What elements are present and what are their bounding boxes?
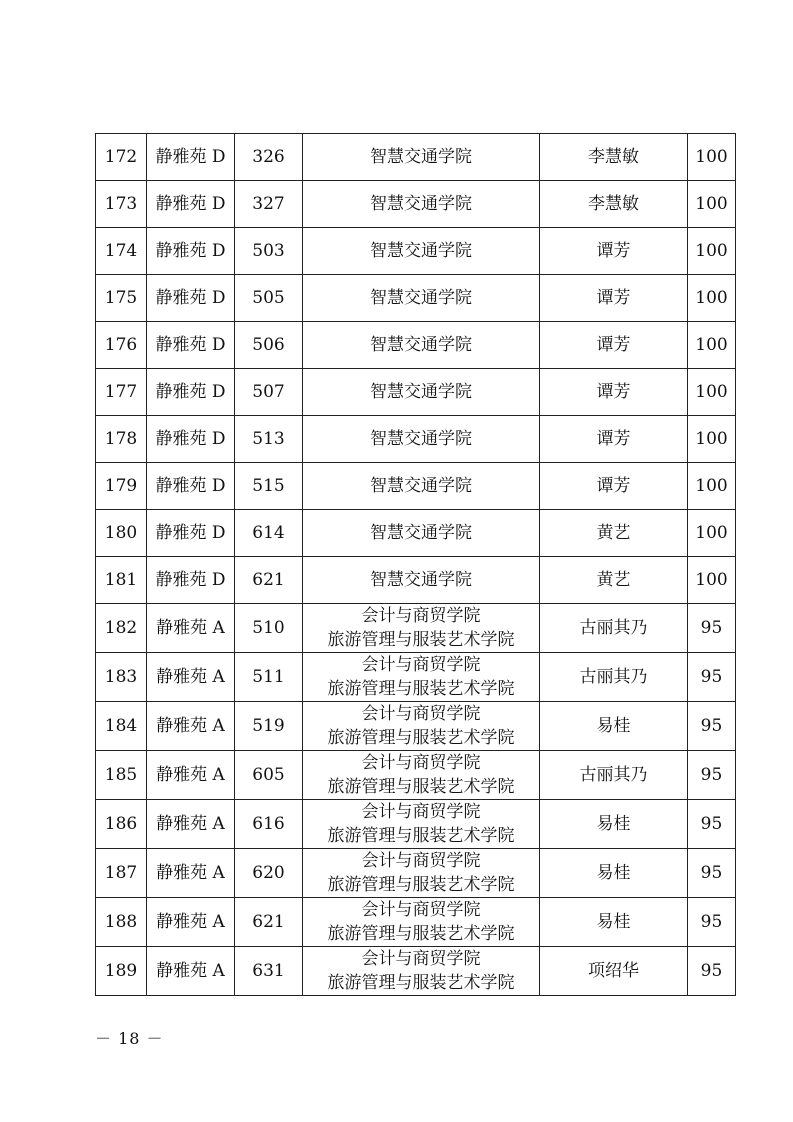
responsible-person: 谭芳	[540, 416, 688, 463]
responsible-person: 李慧敏	[540, 181, 688, 228]
building-name: 静雅苑 D	[147, 134, 235, 181]
responsible-person: 黄艺	[540, 510, 688, 557]
college-line-1: 会计与商贸学院	[361, 704, 481, 724]
responsible-person: 谭芳	[540, 369, 688, 416]
row-number: 176	[96, 322, 147, 369]
table-row	[96, 416, 736, 463]
row-number: 186	[96, 800, 147, 849]
score: 100	[688, 463, 736, 510]
college-line-2: 旅游管理与服装艺术学院	[327, 777, 515, 797]
responsible-person: 古丽其乃	[540, 604, 688, 653]
responsible-person: 谭芳	[540, 322, 688, 369]
room-number: 506	[235, 322, 303, 369]
building-name: 静雅苑 D	[147, 557, 235, 604]
row-number: 187	[96, 849, 147, 898]
building-name: 静雅苑 A	[147, 898, 235, 947]
college-line-1: 智慧交通学院	[370, 194, 472, 214]
college-line-1: 智慧交通学院	[370, 382, 472, 402]
responsible-person: 项绍华	[540, 947, 688, 996]
college-name	[303, 849, 540, 898]
responsible-person: 古丽其乃	[540, 751, 688, 800]
table-row	[96, 510, 736, 557]
college-line-1: 智慧交通学院	[370, 335, 472, 355]
building-name: 静雅苑 A	[147, 604, 235, 653]
room-number: 505	[235, 275, 303, 322]
college-name	[303, 751, 540, 800]
room-number: 605	[235, 751, 303, 800]
college-name	[303, 463, 540, 510]
college-name	[303, 898, 540, 947]
row-number: 174	[96, 228, 147, 275]
college-line-1: 智慧交通学院	[370, 570, 472, 590]
score: 100	[688, 134, 736, 181]
score: 95	[688, 604, 736, 653]
row-number: 178	[96, 416, 147, 463]
row-number: 188	[96, 898, 147, 947]
college-name	[303, 947, 540, 996]
table-row	[96, 322, 736, 369]
college-name	[303, 604, 540, 653]
college-line-1: 智慧交通学院	[370, 523, 472, 543]
table-row	[96, 849, 736, 898]
score: 100	[688, 228, 736, 275]
room-number: 631	[235, 947, 303, 996]
responsible-person: 易桂	[540, 800, 688, 849]
row-number: 185	[96, 751, 147, 800]
room-number: 327	[235, 181, 303, 228]
row-number: 180	[96, 510, 147, 557]
row-number: 173	[96, 181, 147, 228]
college-name	[303, 181, 540, 228]
responsible-person: 古丽其乃	[540, 653, 688, 702]
college-line-1: 会计与商贸学院	[361, 655, 481, 675]
score: 100	[688, 322, 736, 369]
college-line-2: 旅游管理与服装艺术学院	[327, 826, 515, 846]
college-line-2: 旅游管理与服装艺术学院	[327, 973, 515, 993]
score: 100	[688, 181, 736, 228]
table-row	[96, 275, 736, 322]
responsible-person: 李慧敏	[540, 134, 688, 181]
college-line-1: 会计与商贸学院	[361, 753, 481, 773]
college-name	[303, 653, 540, 702]
college-name	[303, 134, 540, 181]
room-number: 620	[235, 849, 303, 898]
responsible-person: 易桂	[540, 849, 688, 898]
row-number: 181	[96, 557, 147, 604]
college-name	[303, 322, 540, 369]
building-name: 静雅苑 D	[147, 275, 235, 322]
college-line-2: 旅游管理与服装艺术学院	[327, 924, 515, 944]
score: 100	[688, 510, 736, 557]
responsible-person: 谭芳	[540, 275, 688, 322]
page-number: － 18 －	[95, 1029, 164, 1048]
room-number: 519	[235, 702, 303, 751]
room-number: 326	[235, 134, 303, 181]
building-name: 静雅苑 A	[147, 702, 235, 751]
score: 95	[688, 702, 736, 751]
dormitory-score-table	[95, 133, 736, 996]
score: 100	[688, 275, 736, 322]
college-name	[303, 369, 540, 416]
table-row	[96, 134, 736, 181]
score: 100	[688, 369, 736, 416]
college-name	[303, 800, 540, 849]
score: 95	[688, 849, 736, 898]
row-number: 175	[96, 275, 147, 322]
college-line-2: 旅游管理与服装艺术学院	[327, 679, 515, 699]
college-name	[303, 275, 540, 322]
responsible-person: 黄艺	[540, 557, 688, 604]
table-row	[96, 557, 736, 604]
college-line-1: 会计与商贸学院	[361, 606, 481, 626]
college-line-1: 会计与商贸学院	[361, 949, 481, 969]
college-line-1: 智慧交通学院	[370, 429, 472, 449]
college-name	[303, 416, 540, 463]
table-row	[96, 463, 736, 510]
college-name	[303, 228, 540, 275]
building-name: 静雅苑 A	[147, 849, 235, 898]
row-number: 182	[96, 604, 147, 653]
room-number: 511	[235, 653, 303, 702]
college-line-1: 智慧交通学院	[370, 476, 472, 496]
table-row	[96, 369, 736, 416]
room-number: 503	[235, 228, 303, 275]
building-name: 静雅苑 A	[147, 751, 235, 800]
room-number: 614	[235, 510, 303, 557]
college-line-2: 旅游管理与服装艺术学院	[327, 630, 515, 650]
table-row	[96, 800, 736, 849]
college-line-1: 会计与商贸学院	[361, 900, 481, 920]
score: 95	[688, 947, 736, 996]
college-name	[303, 510, 540, 557]
college-line-1: 智慧交通学院	[370, 288, 472, 308]
room-number: 616	[235, 800, 303, 849]
room-number: 621	[235, 898, 303, 947]
responsible-person: 易桂	[540, 702, 688, 751]
table-row	[96, 702, 736, 751]
responsible-person: 谭芳	[540, 228, 688, 275]
row-number: 183	[96, 653, 147, 702]
building-name: 静雅苑 D	[147, 416, 235, 463]
room-number: 510	[235, 604, 303, 653]
building-name: 静雅苑 A	[147, 800, 235, 849]
building-name: 静雅苑 D	[147, 369, 235, 416]
score: 100	[688, 557, 736, 604]
college-line-1: 智慧交通学院	[370, 147, 472, 167]
responsible-person: 易桂	[540, 898, 688, 947]
responsible-person: 谭芳	[540, 463, 688, 510]
building-name: 静雅苑 D	[147, 510, 235, 557]
row-number: 177	[96, 369, 147, 416]
score: 95	[688, 751, 736, 800]
table-row	[96, 653, 736, 702]
room-number: 507	[235, 369, 303, 416]
college-line-1: 会计与商贸学院	[361, 802, 481, 822]
college-line-2: 旅游管理与服装艺术学院	[327, 875, 515, 895]
room-number: 513	[235, 416, 303, 463]
building-name: 静雅苑 D	[147, 181, 235, 228]
row-number: 184	[96, 702, 147, 751]
building-name: 静雅苑 D	[147, 228, 235, 275]
table-row	[96, 228, 736, 275]
row-number: 189	[96, 947, 147, 996]
college-name	[303, 557, 540, 604]
building-name: 静雅苑 D	[147, 322, 235, 369]
college-line-2: 旅游管理与服装艺术学院	[327, 728, 515, 748]
table-row	[96, 898, 736, 947]
building-name: 静雅苑 A	[147, 653, 235, 702]
table-row	[96, 947, 736, 996]
college-name	[303, 702, 540, 751]
building-name: 静雅苑 D	[147, 463, 235, 510]
table-row	[96, 604, 736, 653]
college-line-1: 会计与商贸学院	[361, 851, 481, 871]
table-row	[96, 751, 736, 800]
table-body	[96, 134, 736, 996]
row-number: 172	[96, 134, 147, 181]
college-line-1: 智慧交通学院	[370, 241, 472, 261]
score: 95	[688, 800, 736, 849]
score: 100	[688, 416, 736, 463]
room-number: 515	[235, 463, 303, 510]
score: 95	[688, 653, 736, 702]
building-name: 静雅苑 A	[147, 947, 235, 996]
row-number: 179	[96, 463, 147, 510]
score: 95	[688, 898, 736, 947]
room-number: 621	[235, 557, 303, 604]
table-row	[96, 181, 736, 228]
